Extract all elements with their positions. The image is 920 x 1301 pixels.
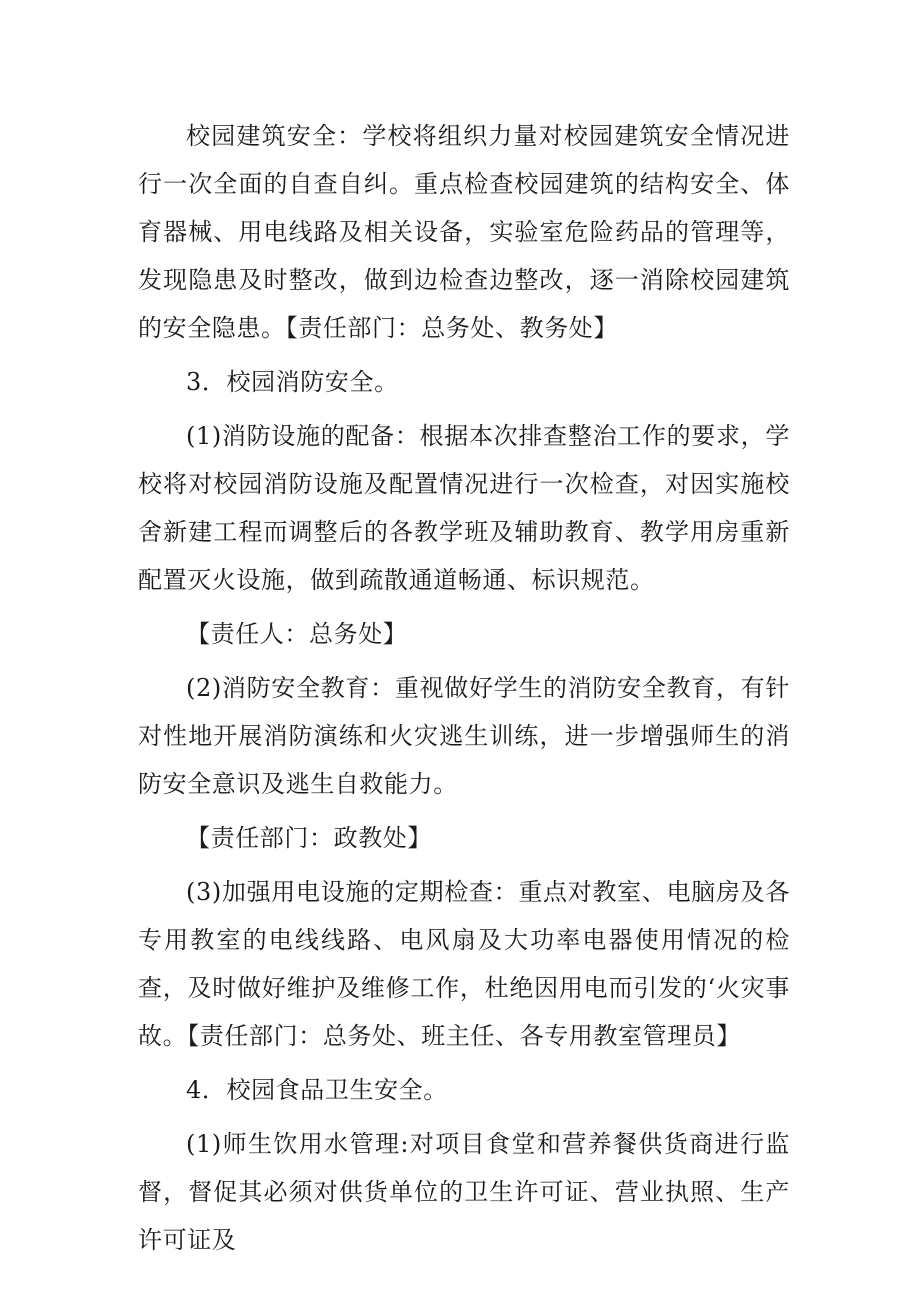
- responsibility-note-political-education: 【责任部门：政教处】: [186, 824, 432, 852]
- paragraph-building-safety: 校园建筑安全：学校将组织力量对校园建筑安全情况进行一次全面的自查自纠。重点检查校园建筑的结构安全、体育器械、用电线路及相关设备，实验室危险药品的管理等，发现隐患及时整改，做到边检查边整改，逐一消除校园建筑的安全隐患。【责任部门：总务处、教务处】: [138, 122, 790, 342]
- paragraph-fire-education: (2)消防安全教育：重视做好学生的消防安全教育，有针对性地开展消防演练和火灾逃生训练，进一步增强师生的消防安全意识及逃生自救能力。: [138, 674, 790, 798]
- heading-fire-safety: 3．校园消防安全。: [186, 368, 399, 396]
- document-body: [138, 112, 790, 1264]
- paragraph-drinking-water: (1)师生饮用水管理:对项目食堂和营养餐供货商进行监督，督促其必须对供货单位的卫生许可证、营业执照、生产许可证及: [138, 1130, 790, 1254]
- responsibility-note-general-affairs: 【责任人：总务处】: [186, 620, 408, 648]
- heading-food-safety: 4．校园食品卫生安全。: [186, 1076, 448, 1104]
- paragraph-fire-equipment: (1)消防设施的配备：根据本次排查整治工作的要求，学校将对校园消防设施及配置情况进行一次检查，对因实施校舍新建工程而调整后的各教学班及辅助教育、教学用房重新配置灭火设施，做到疏散通道畅通、标识规范。: [138, 422, 790, 594]
- paragraph-electrical-inspection: (3)加强用电设施的定期检查：重点对教室、电脑房及各专用教室的电线线路、电风扇及大功率电器使用情况的检查，及时做好维护及维修工作，杜绝因用电而引发的‘火灾事故。【责任部门：总务处、班主任、各专用教室管理员】: [138, 878, 790, 1050]
